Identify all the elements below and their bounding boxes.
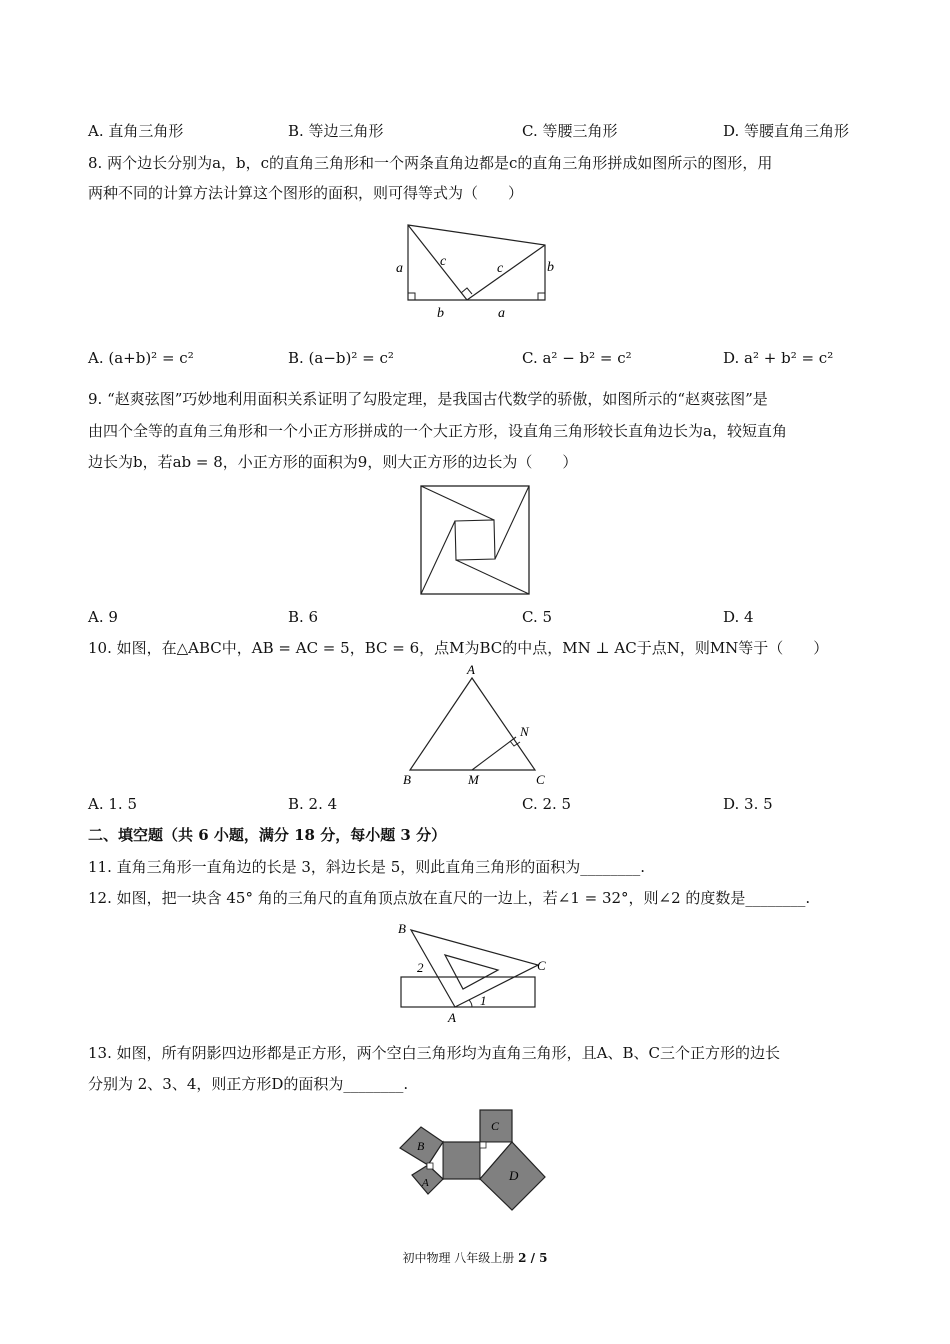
q9-option-d: D. 4 xyxy=(723,608,754,626)
q8-figure xyxy=(390,218,560,323)
q7-option-b: B. 等边三角形 xyxy=(288,122,384,140)
q8-right-angle-right xyxy=(538,293,545,300)
q12-text-line1: 12. 如图，把一块含 45° 角的三角尺的直角顶点放在直尺的一边上，若∠1 = 32°，则∠2 的度数是________. xyxy=(88,889,811,907)
q8-label-b-bottom: b xyxy=(437,306,444,321)
q8-option-d: D. a² + b² = c² xyxy=(723,349,834,367)
q12-label-b: B xyxy=(398,921,406,936)
q10-label-a: A xyxy=(467,662,475,677)
section2-heading: 二、填空题（共 6 小题，满分 18 分，每小题 3 分） xyxy=(88,826,447,844)
q8-label-b-right: b xyxy=(547,260,554,275)
q9-small-square xyxy=(455,520,495,560)
q9-option-c: C. 5 xyxy=(522,608,553,626)
q9-text-line1: 9. “赵爽弦图”巧妙地利用面积关系证明了勾股定理，是我国古代数学的骄傲，如图所示的“赵爽弦图”是 xyxy=(88,390,768,408)
q8-trapezoid xyxy=(408,225,545,300)
q13-text-line2: 分别为 2、3、4，则正方形D的面积为________. xyxy=(88,1075,409,1093)
q9-big-square xyxy=(421,486,529,594)
q12-ruler-triangle-figure xyxy=(390,918,555,1028)
q13-label-d: D xyxy=(509,1168,519,1183)
q8-label-c1: c xyxy=(440,254,447,269)
q7-option-d: D. 等腰直角三角形 xyxy=(723,122,850,140)
footer-text: 初中物理 八年级上册 xyxy=(402,1251,519,1265)
q8-text-line2: 两种不同的计算方法计算这个图形的面积，则可得等式为（ ） xyxy=(88,184,524,202)
footer-page-number: 2 / 5 xyxy=(518,1251,548,1265)
q12-label-a: A xyxy=(448,1010,456,1025)
q12-ruler xyxy=(401,977,535,1007)
q10-label-n: N xyxy=(520,724,529,739)
q13-label-b: B xyxy=(417,1139,425,1153)
q11-text-line1: 11. 直角三角形一直角边的长是 3，斜边长是 5，则此直角三角形的面积为________. xyxy=(88,858,646,876)
q8-option-b: B. (a−b)² = c² xyxy=(288,349,394,367)
q13-squares-figure xyxy=(395,1105,555,1220)
q10-option-b: B. 2. 4 xyxy=(288,795,338,813)
q8-text-line1: 8. 两个边长分别为a，b，c的直角三角形和一个两条直角边都是c的直角三角形拼成如图所示的图形，用 xyxy=(88,154,773,172)
page-footer xyxy=(0,1249,950,1266)
q7-option-a: A. 直角三角形 xyxy=(88,122,184,140)
q10-label-b: B xyxy=(403,772,411,787)
q12-label-c: C xyxy=(537,958,546,973)
q13-label-c: C xyxy=(491,1119,500,1133)
q13-label-a: A xyxy=(422,1177,429,1189)
q8-option-c: C. a² − b² = c² xyxy=(522,349,632,367)
q8-label-a-left: a xyxy=(396,261,403,276)
q8-label-c2: c xyxy=(497,261,504,276)
q10-label-c: C xyxy=(536,772,545,787)
q10-triangle-figure xyxy=(395,660,555,790)
q7-option-c: C. 等腰三角形 xyxy=(522,122,618,140)
q10-option-a: A. 1. 5 xyxy=(88,795,137,813)
q8-label-a-bottom: a xyxy=(498,306,505,321)
q9-option-b: B. 6 xyxy=(288,608,319,626)
q10-option-c: C. 2. 5 xyxy=(522,795,572,813)
q8-option-a: A. (a+b)² = c² xyxy=(88,349,194,367)
q13-center-square xyxy=(443,1142,480,1179)
q10-text-line1: 10. 如图，在△ABC中，AB = AC = 5，BC = 6，点M为BC的中点，MN ⊥ AC于点N，则MN等于（ ） xyxy=(88,639,829,657)
q9-zhaoshuang-figure xyxy=(420,485,532,597)
q12-label-angle-2: 2 xyxy=(417,960,424,975)
q10-label-m: M xyxy=(468,772,479,787)
q9-text-line2: 由四个全等的直角三角形和一个小正方形拼成的一个大正方形，设直角三角形较长直角边长为a，较短直角 xyxy=(88,422,787,440)
q8-right-angle-left xyxy=(408,293,415,300)
q13-text-line1: 13. 如图，所有阴影四边形都是正方形，两个空白三角形均为直角三角形，且A、B、C三个正方形的边长 xyxy=(88,1044,780,1062)
q10-option-d: D. 3. 5 xyxy=(723,795,773,813)
q10-segment-mn xyxy=(472,737,516,770)
q9-text-line3: 边长为b，若ab = 8，小正方形的面积为9，则大正方形的边长为（ ） xyxy=(88,453,578,471)
q10-triangle-abc xyxy=(410,678,535,770)
q12-label-angle-1: 1 xyxy=(480,993,487,1008)
q9-option-a: A. 9 xyxy=(88,608,118,626)
